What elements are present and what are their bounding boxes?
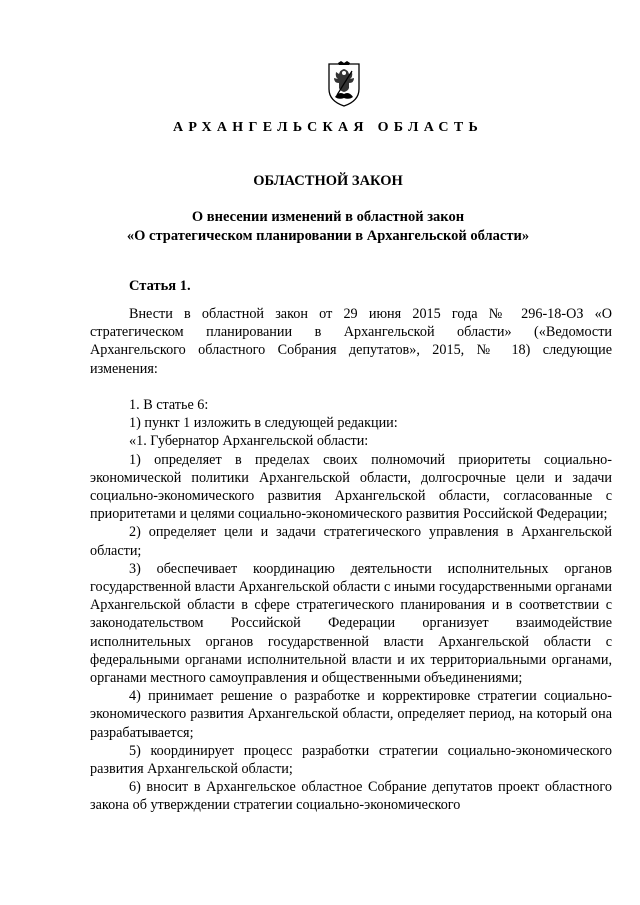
paragraph: 5) координирует процесс разработки стратегии социально-экономического развития Архангельской области;	[90, 742, 612, 778]
paragraph: 3) обеспечивает координацию деятельности исполнительных органов государственной власти Архангельской области с иными государственными органами Архангельской области в сфере стратегического планирования и в соответствии с законодательством Российской Федерации организует взаимодействие исполнительных органов государственной власти Архангельской области с федеральными органами исполнительной власти и их территориальными органами, органами местного самоуправления и общественными объединениями;	[90, 560, 612, 687]
paragraph: 1) определяет в пределах своих полномочий приоритеты социально-экономической политики Архангельской области, долгосрочные цели и задачи социально-экономического развития Архангельской области, согласованные с приоритетами и целями социально-экономического развития Российской Федерации;	[90, 451, 612, 523]
paragraph: 4) принимает решение о разработке и корректировке стратегии социально-экономического развития Архангельской области, определяет период, на который она разрабатывается;	[90, 688, 612, 741]
arkhangelsk-coat-of-arms-icon	[327, 61, 361, 107]
document-type: ОБЛАСТНОЙ ЗАКОН	[253, 173, 403, 189]
article-heading: Статья 1.	[129, 278, 191, 294]
intro-paragraph: Внести в областной закон от 29 июня 2015 года № 296-18-ОЗ «О стратегическом планировании в Архангельской области» («Ведомости Архангельского областного Собрания депутатов», 2015, № 18) следующие изменения:	[90, 306, 612, 377]
law-title-line-1: О внесении изменений в областной закон	[191, 209, 465, 225]
paragraph: 1. В статье 6:	[129, 397, 209, 413]
paragraph: 1) пункт 1 изложить в следующей редакции:	[129, 415, 398, 432]
article-body	[90, 305, 612, 815]
law-title	[0, 208, 640, 246]
region-name: АРХАНГЕЛЬСКАЯ ОБЛАСТЬ	[172, 120, 484, 135]
paragraph: 2) определяет цели и задачи стратегического управления в Архангельской области;	[90, 524, 612, 559]
law-title-line-2: «О стратегическом планировании в Архангельской области»	[126, 228, 530, 244]
paragraph: «1. Губернатор Архангельской области:	[129, 433, 369, 450]
paragraph: 6) вносит в Архангельское областное Собрание депутатов проект областного закона об утверждении стратегии социально-экономического	[90, 779, 612, 814]
